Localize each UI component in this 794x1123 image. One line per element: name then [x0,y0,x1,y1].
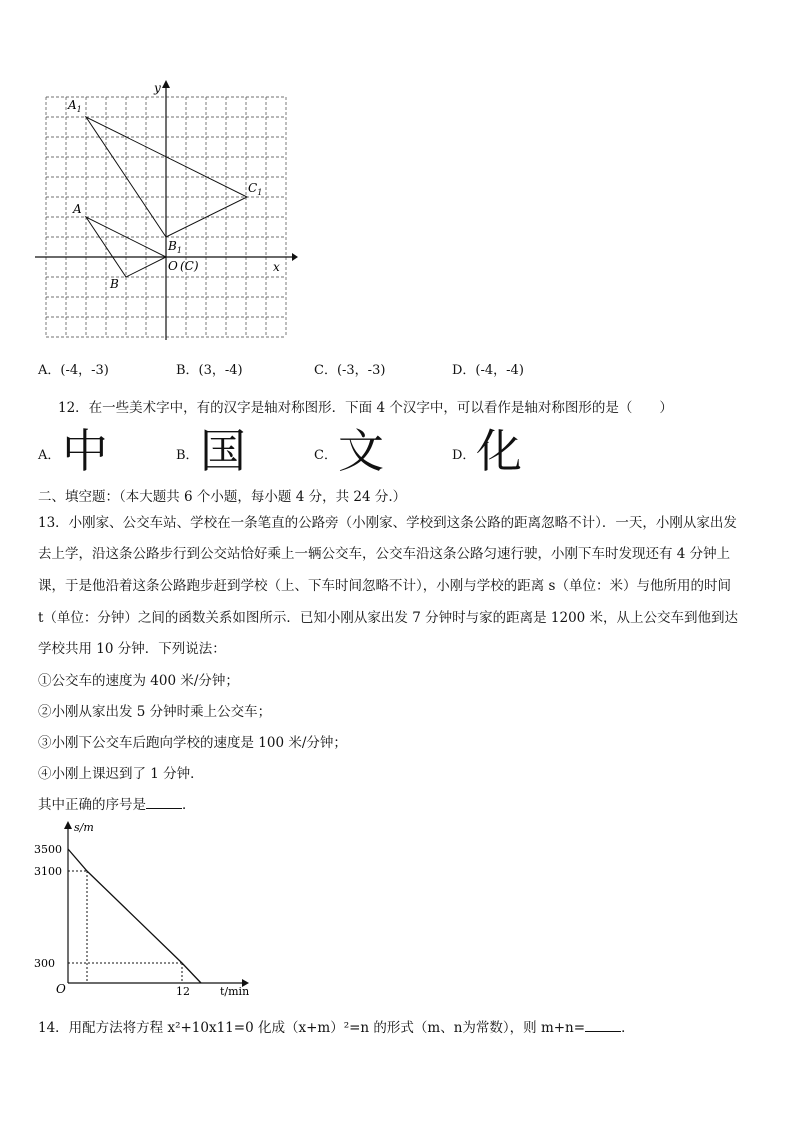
q14-answer-blank [585,1019,621,1032]
q12-option-c-letter: C． [314,448,337,463]
point-label-c-paren: (C) [180,259,199,273]
q13-statement-3: ③小刚下公交车后跑向学校的速度是 100 米/分钟； [38,735,347,751]
chart-y-arrow [64,821,72,829]
q13-answer-prompt [38,793,196,813]
q12-option-c-char: 文 [338,424,384,478]
q13-statement-2: ②小刚从家出发 5 分钟时乘上公交车； [38,704,272,720]
q12-stem: 12．在一些美术字中，有的汉字是轴对称图形．下面 4 个汉字中，可以看作是轴对称图形的是（ ） [58,400,673,416]
q13-ask-end: ． [182,797,196,813]
chart-series-line [68,849,201,983]
q13-line-5: 学校共用 10 分钟．下列说法： [38,641,226,657]
chart-dashed-guides [68,871,182,983]
q13-ask-text: 其中正确的序号是 [38,797,146,813]
q13-statement-1: ①公交车的速度为 400 米/分钟； [38,673,239,689]
point-label-o: O [168,259,178,273]
chart-ylabel: s/m [74,821,94,834]
q11-option-c: C．(-3，-3) [314,363,386,378]
point-label-a: A [73,202,82,216]
coordinate-grid-figure [30,78,300,340]
q12-option-b-letter: B． [176,448,199,463]
point-label-a1: $A_1$ [68,98,82,114]
q12-option-a-letter: A． [38,448,61,463]
x-axis-arrow [292,253,298,261]
chart-y-tick-label: 300 [34,957,55,970]
q13-answer-blank [146,796,182,809]
chart-xlabel: t/min [220,985,250,998]
q14-question [38,1016,635,1036]
point-label-b1: $B_1$ [168,239,182,255]
q11-option-d: D．(-4，-4) [452,363,524,378]
section-heading-fill-in: 二、填空题：（本大题共 6 个小题，每小题 4 分，共 24 分.） [38,489,407,505]
x-axis-label: x [273,260,280,274]
chart-x-tick-label: 12 [176,985,190,998]
q12-option-d-letter: D． [452,448,476,463]
point-label-b: B [110,277,119,291]
chart-y-tick-label: 3100 [34,865,62,878]
q14-text: 14．用配方法将方程 x²+10x11=0 化成（x+m）²=n 的形式（m、n为常数），则 m+n= [38,1020,586,1036]
y-axis-arrow [162,80,170,88]
point-label-c1: $C_1$ [248,181,263,197]
q11-option-a: A．(-4，-3) [38,363,109,378]
q11-option-b: B．(3，-4) [176,363,243,378]
q14-end: ． [621,1020,635,1036]
y-axis-label: y [154,81,161,95]
q13-line-3: 课，于是他沿着这条公路跑步赶到学校（上、下车时间忽略不计），小刚与学校的距离 s（单位：米）与他所用的时间 [38,578,731,594]
q13-line-1: 13．小刚家、公交车站、学校在一条笔直的公路旁（小刚家、学校到这条公路的距离忽略不计）．一天，小刚从家出发 [38,515,737,531]
q12-option-d-char: 化 [476,424,522,478]
distance-time-chart [30,815,270,1000]
chart-origin-label: O [56,982,66,996]
q12-option-b-char: 国 [200,424,246,478]
q13-line-2: 去上学，沿这条公路步行到公交站恰好乘上一辆公交车，公交车沿这条公路匀速行驶，小刚下车时发现还有 4 分钟上 [38,546,731,562]
q13-line-4: t（单位：分钟）之间的函数关系如图所示．已知小刚从家出发 7 分钟时与家的距离是 1200 米，从上公交车到他到达 [38,610,739,626]
q13-statement-4: ④小刚上课迟到了 1 分钟． [38,766,204,782]
chart-y-tick-label: 3500 [34,843,62,856]
q12-option-a-char: 中 [62,424,108,478]
chart-tick-labels [34,843,190,998]
